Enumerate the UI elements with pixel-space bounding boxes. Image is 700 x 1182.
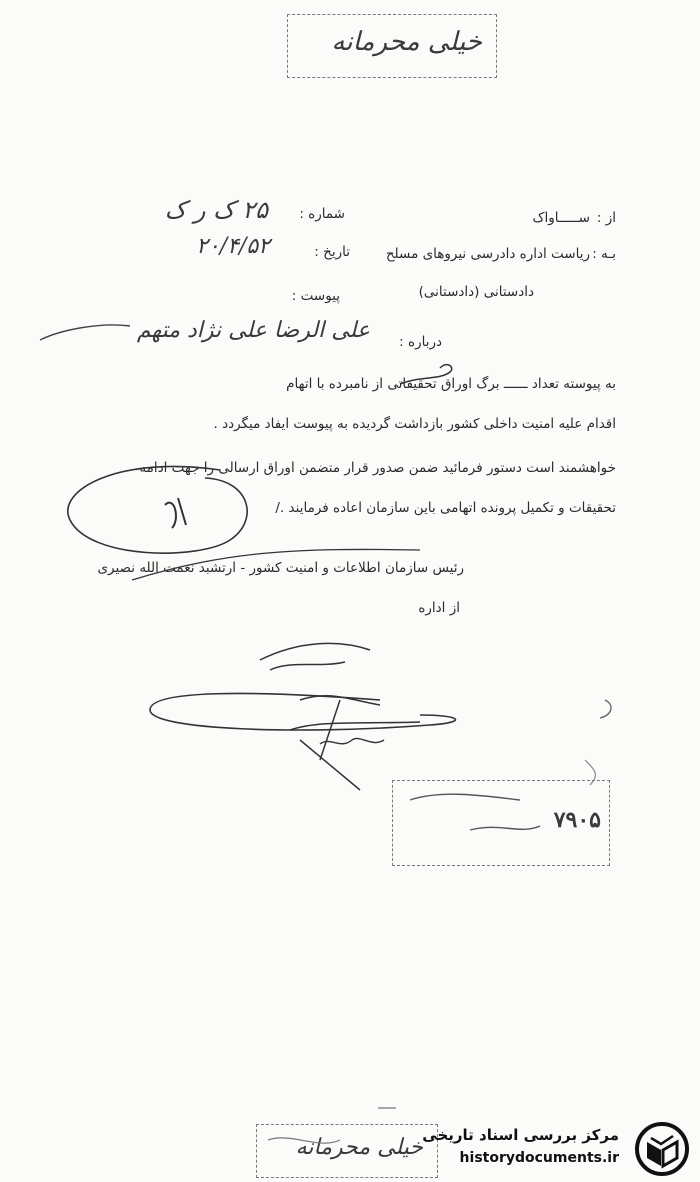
book-logo-icon — [633, 1120, 691, 1178]
body-line-2: اقدام علیه امنیت داخلی کشور بازداشت گردیده به پیوست ایفاد میگردد . — [213, 416, 616, 432]
margin-loop — [68, 466, 247, 553]
signature-cross — [290, 700, 420, 790]
subject-trailing-stroke — [40, 325, 130, 340]
bottom-stamp-text: خیلی محرمانه — [295, 1135, 423, 1160]
attachment-label: پیوست : — [291, 288, 340, 304]
to-value-line2: دادستانی (دادستانی) — [418, 284, 534, 300]
watermark — [422, 1120, 695, 1178]
signature-initials — [320, 738, 384, 744]
right-margin-mark-2 — [585, 760, 595, 785]
signatory-title: رئیس سازمان اطلاعات و امنیت کشور - ارتشبد نعمت الله نصیری — [97, 560, 464, 576]
bottom-stamp-scribble — [268, 1138, 340, 1143]
number-value: ۲۵ ک ر ک — [164, 196, 268, 224]
top-stamp-text: خیلی محرمانه — [331, 27, 482, 57]
margin-number-scribble — [165, 498, 186, 528]
signature-strokes — [260, 643, 380, 705]
number-label: شماره : — [299, 206, 345, 222]
subject-label: درباره : — [399, 334, 442, 350]
body-scribble — [400, 365, 452, 384]
archive-stamp-number: ۷۹۰۵ — [553, 807, 601, 833]
to-label: بـه : — [592, 246, 616, 262]
signature-note: از اداره — [418, 600, 460, 616]
from-value: ســـــاواک — [532, 210, 590, 226]
date-value: ۲۰/۴/۵۲ — [196, 234, 270, 259]
body-line-4: تحقیقات و تکمیل پرونده اتهامی باین سازمان اعاده فرمایند ./ — [275, 500, 616, 516]
date-label: تاریخ : — [314, 244, 350, 260]
from-label: از : — [596, 210, 616, 226]
watermark-url: historydocuments.ir — [459, 1150, 619, 1166]
archive-stamp-scribble — [410, 794, 540, 830]
subject-value: علی الرضا علی نژاد متهم — [136, 318, 370, 343]
body-line-3: خواهشمند است دستور فرمائید ضمن صدور قرار متضمن اوراق ارسالی را جهت ادامه — [139, 460, 616, 476]
watermark-name: مرکز بررسی اسناد تاریخی — [422, 1126, 619, 1144]
signature-underline — [132, 549, 420, 580]
right-margin-mark — [600, 700, 611, 718]
body-line-1: به پیوسته تعداد ــــــ برگ اوراق تحقیقاتی از نامبرده با اتهام — [286, 376, 616, 392]
to-value: ریاست اداره دادرسی نیروهای مسلح — [385, 246, 590, 262]
